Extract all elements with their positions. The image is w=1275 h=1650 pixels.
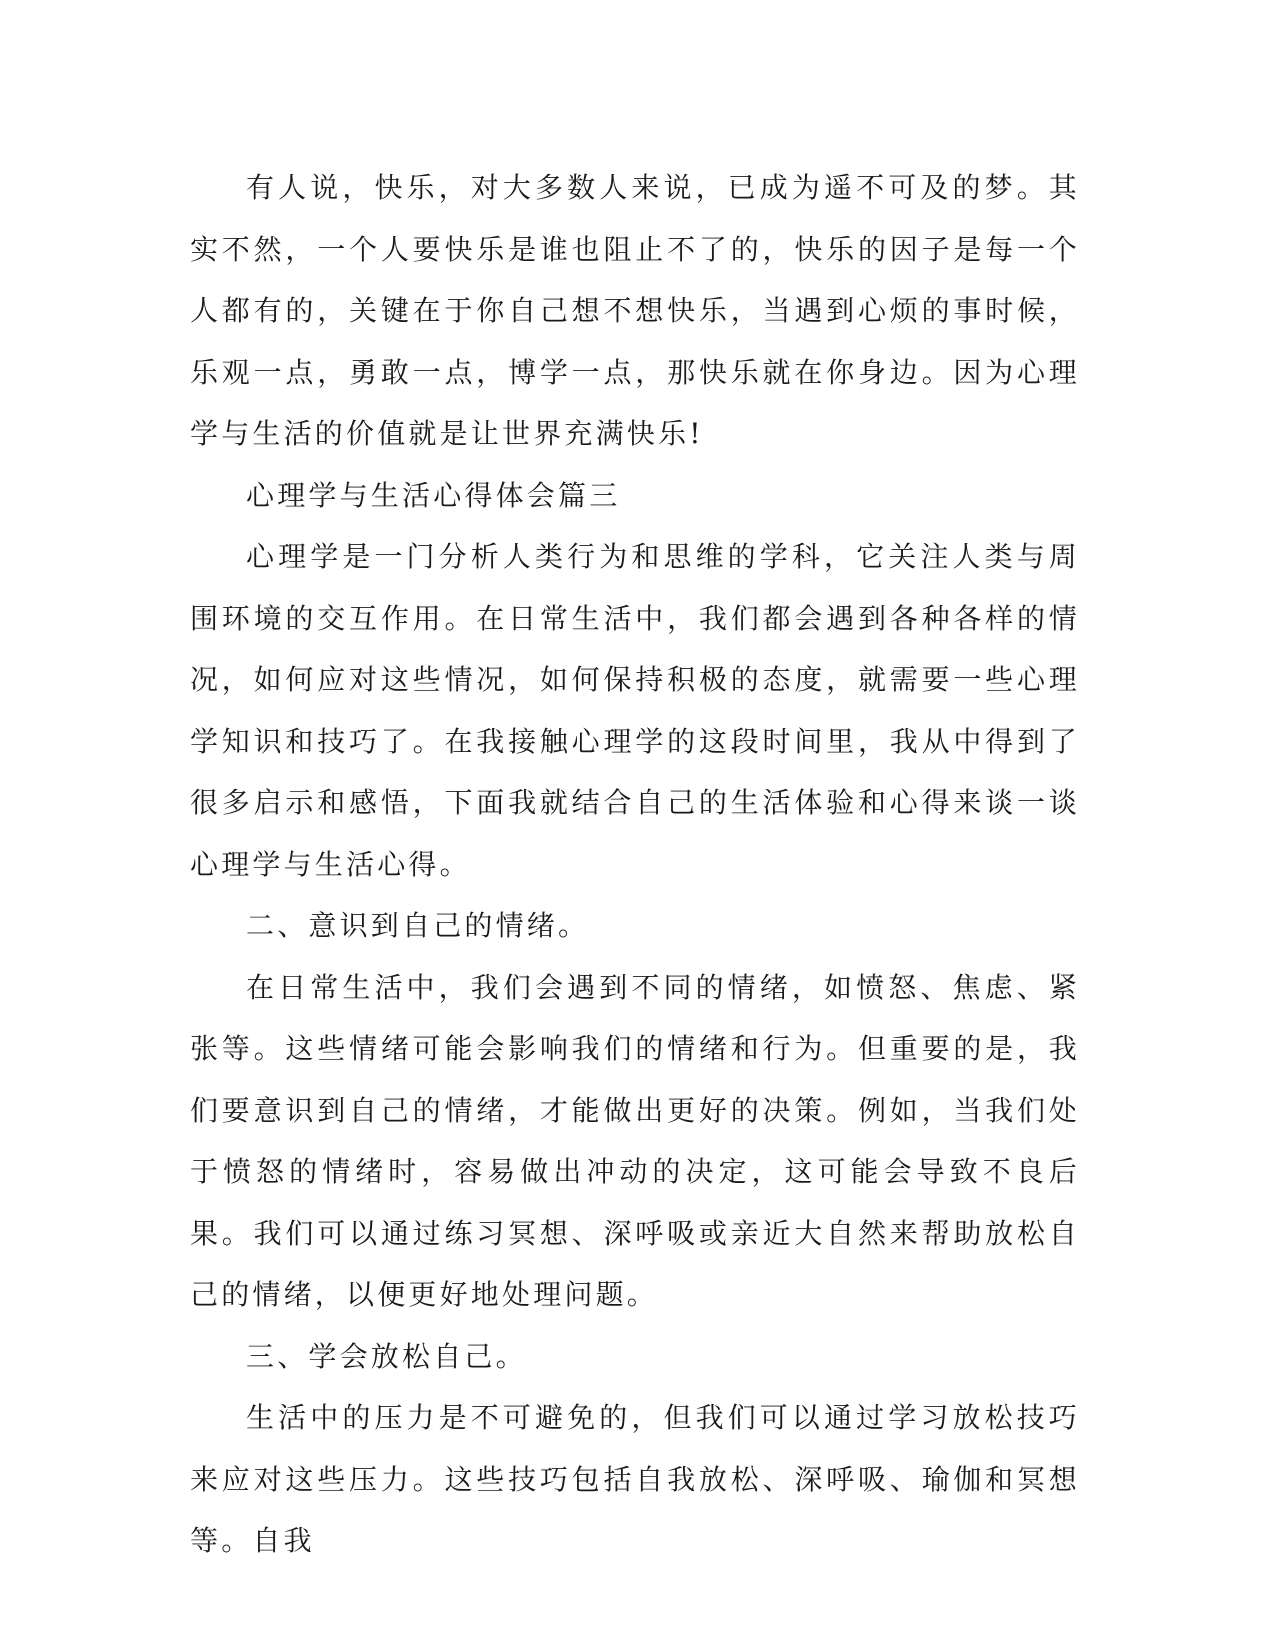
paragraph-relax: 生活中的压力是不可避免的，但我们可以通过学习放松技巧来应对这些压力。这些技巧包括自我放松、深呼吸、瑜伽和冥想等。自我 xyxy=(190,1401,1080,1557)
subheading-relax: 三、学会放松自己。 xyxy=(246,1339,527,1373)
paragraph-emotions: 在日常生活中，我们会遇到不同的情绪，如愤怒、焦虑、紧张等。这些情绪可能会影响我们的情绪和行为。但重要的是，我们要意识到自己的情绪，才能做出更好的决策。例如，当我们处于愤怒的情绪时，容易做出冲动的决定，这可能会导致不良后果。我们可以通过练习冥想、深呼吸或亲近大自然来帮助放松自己的情绪，以便更好地处理问题。 xyxy=(190,970,1080,1311)
section-title: 心理学与生活心得体会篇三 xyxy=(246,478,621,512)
document-body xyxy=(190,157,1080,1572)
subheading-emotions: 二、意识到自己的情绪。 xyxy=(246,909,590,942)
paragraph-intro: 心理学是一门分析人类行为和思维的学科，它关注人类与周围环境的交互作用。在日常生活中，我们都会遇到各种各样的情况，如何应对这些情况，如何保持积极的态度，就需要一些心理学知识和技巧了。在我接触心理学的这段时间里，我从中得到了很多启示和感悟，下面我就结合自己的生活体验和心得来谈一谈心理学与生活心得。 xyxy=(190,540,1080,881)
paragraph-happiness: 有人说，快乐，对大多数人来说，已成为遥不可及的梦。其实不然，一个人要快乐是谁也阻止不了的，快乐的因子是每一个人都有的，关键在于你自己想不想快乐，当遇到心烦的事时候，乐观一点，勇敢一点，博学一点，那快乐就在你身边。因为心理学与生活的价值就是让世界充满快乐! xyxy=(190,171,1080,450)
